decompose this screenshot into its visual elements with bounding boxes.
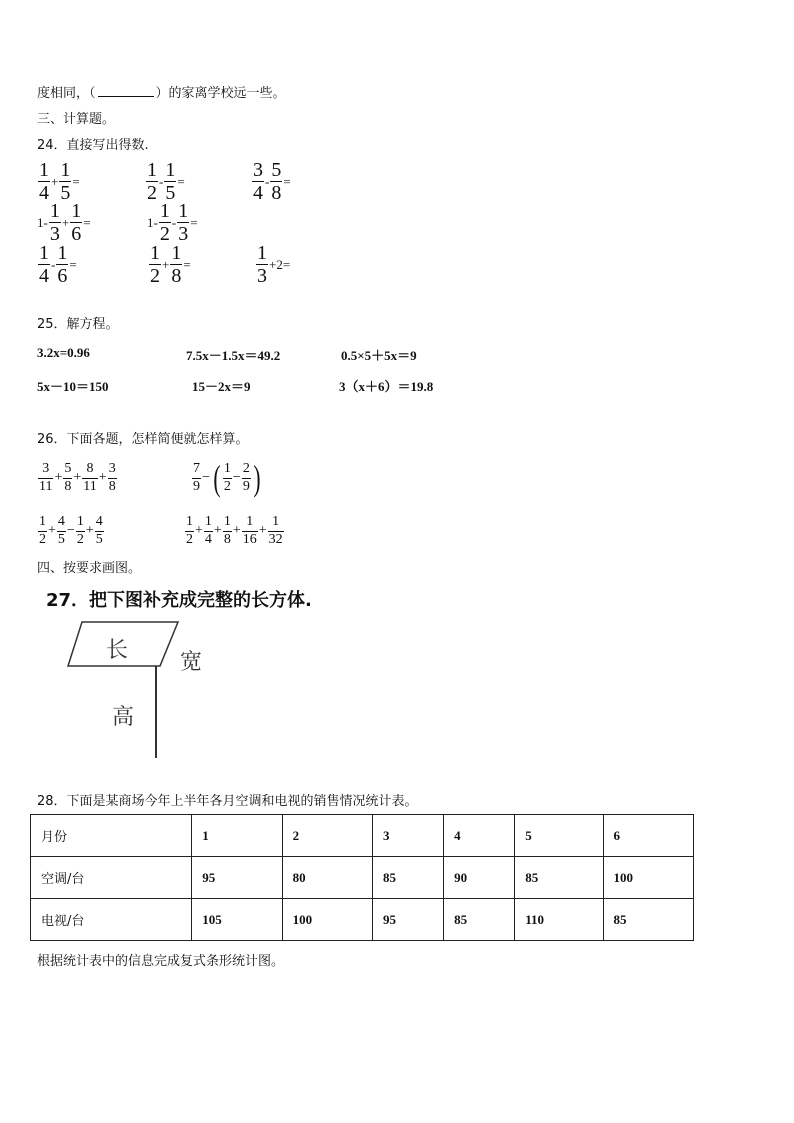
table-cell: 85 (515, 857, 603, 899)
fraction: $\frac{4}{5}$ (95, 514, 103, 547)
section-3-title: 三、计算题。 (37, 112, 116, 127)
label-width: 宽 (180, 650, 203, 675)
fraction: $\frac{1}{2}$ (76, 514, 84, 547)
fraction: $\frac{5}{8}$ (271, 159, 282, 204)
fraction: $\frac{1}{8}$ (223, 514, 231, 547)
fraction: $\frac{3}{8}$ (108, 461, 116, 494)
q24-r1-a: 1 4 + $\frac{1}{5}$ = (39, 159, 80, 204)
q24-r2-a: 1- 1 3 + $\frac{1}{6}$ = (37, 200, 91, 245)
table-row (31, 857, 694, 899)
table-cell: 电视/台 (31, 899, 192, 941)
table-cell: 110 (515, 899, 603, 941)
fraction: 1 4 (39, 159, 49, 204)
fraction: $\frac{1}{4}$ (204, 514, 212, 547)
fraction: 1 3 (257, 242, 267, 287)
table-cell: 空调/台 (31, 857, 192, 899)
answer-blank[interactable] (98, 86, 154, 97)
equation: 3.2x=0.96 (37, 345, 90, 360)
fraction: 1 4 (39, 242, 49, 287)
table-cell: 100 (282, 899, 372, 941)
right-paren: ) (253, 458, 261, 498)
table-cell: 5 (515, 815, 603, 857)
q24-r3-a: 1 4 - $\frac{1}{6}$ = (39, 242, 77, 287)
label-height: 高 (112, 705, 135, 730)
fraction: 1 2 (150, 242, 160, 287)
q28-instruction: 根据统计表中的信息完成复式条形统计图。 (37, 954, 285, 969)
q24-r1-c: 3 4 - $\frac{5}{8}$ = (253, 159, 291, 204)
q26-expr-2: 7 9 − ( 1 2 − $\frac{2}{9}$ ) (193, 458, 261, 498)
fraction: 1 2 (186, 514, 193, 547)
fraction: $\frac{5}{8}$ (64, 461, 72, 494)
q24-title: 24．直接写出得数. (37, 138, 149, 153)
table-cell: 95 (372, 899, 443, 941)
fraction: $\frac{1}{6}$ (57, 242, 68, 287)
q23-suffix: ）的家离学校远一些。 (155, 86, 286, 101)
fraction: 1 2 (147, 159, 157, 204)
table-cell: 6 (603, 815, 693, 857)
q23-tail-line (37, 82, 286, 101)
q25-title: 25．解方程。 (37, 317, 119, 332)
fraction: 1 2 (159, 200, 170, 245)
q24-r1-b: 1 2 - $\frac{1}{5}$ = (147, 159, 185, 204)
q26-expr-4: 1 2 + $\frac{1}{4}$ + $\frac{1}{8}$ + $\frac{1}{16}$ + $\frac{1}{32}$ (186, 514, 283, 547)
table-cell: 105 (192, 899, 282, 941)
fraction: $\frac{1}{3}$ (178, 200, 189, 245)
fraction: 7 9 (193, 460, 200, 494)
sales-table (30, 814, 694, 941)
fraction: $\frac{1}{8}$ (171, 242, 182, 287)
fraction: $\frac{4}{5}$ (57, 514, 65, 547)
table-cell: 85 (372, 857, 443, 899)
table-cell: 1 (192, 815, 282, 857)
q26-expr-1: 3 11 + $\frac{5}{8}$ + $\frac{8}{11}$ + $\frac{3}{8}$ (39, 461, 116, 494)
table-row (31, 899, 694, 941)
table-row (31, 815, 694, 857)
cuboid-figure (60, 618, 220, 764)
table-cell: 90 (444, 857, 515, 899)
fraction: $\frac{1}{16}$ (242, 514, 257, 547)
q28-title: 28．下面是某商场今年上半年各月空调和电视的销售情况统计表。 (37, 794, 418, 809)
q23-prefix: 度相同，（ (37, 86, 96, 101)
fraction: $\frac{1}{32}$ (268, 514, 283, 547)
table-cell: 月份 (31, 815, 192, 857)
fraction: 1 2 (223, 460, 231, 494)
table-cell: 100 (603, 857, 693, 899)
equation: 3（x＋6）＝19.8 (339, 379, 434, 394)
q24-r3-b: 1 2 + $\frac{1}{8}$ = (150, 242, 191, 287)
equation: 0.5×5＋5x＝9 (341, 348, 417, 363)
table-cell: 95 (192, 857, 282, 899)
fraction: $\frac{8}{11}$ (83, 461, 97, 494)
q27-title: 27．把下图补充成完整的长方体. (46, 590, 312, 611)
table-cell: 3 (372, 815, 443, 857)
table-cell: 4 (444, 815, 515, 857)
table-cell: 85 (444, 899, 515, 941)
label-length: 长 (106, 638, 129, 663)
equation: 15－2x＝9 (192, 379, 251, 394)
fraction: $\frac{1}{6}$ (71, 200, 82, 245)
table-cell: 85 (603, 899, 693, 941)
equation: 7.5x－1.5x＝49.2 (186, 348, 281, 363)
equation: 5x－10＝150 (37, 379, 109, 394)
left-paren: ( (213, 458, 221, 498)
q24-r3-c: 1 3 +2= (257, 242, 291, 287)
q26-expr-3: 1 2 + $\frac{4}{5}$ − $\frac{1}{2}$ + $\frac{4}{5}$ (39, 514, 103, 547)
table-cell: 2 (282, 815, 372, 857)
fraction: 3 11 (39, 461, 53, 494)
fraction: 1 3 (49, 200, 60, 245)
fraction: 3 4 (253, 159, 263, 204)
fraction: 1 2 (39, 514, 46, 547)
section-4-title: 四、按要求画图。 (37, 561, 142, 576)
fraction: $\frac{2}{9}$ (242, 460, 250, 494)
q26-title: 26．下面各题，怎样简便就怎样算。 (37, 432, 249, 447)
fraction: $\frac{1}{5}$ (60, 159, 71, 204)
table-cell: 80 (282, 857, 372, 899)
q24-r2-b: 1- 1 2 - $\frac{1}{3}$ = (147, 200, 198, 245)
fraction: $\frac{1}{5}$ (165, 159, 176, 204)
